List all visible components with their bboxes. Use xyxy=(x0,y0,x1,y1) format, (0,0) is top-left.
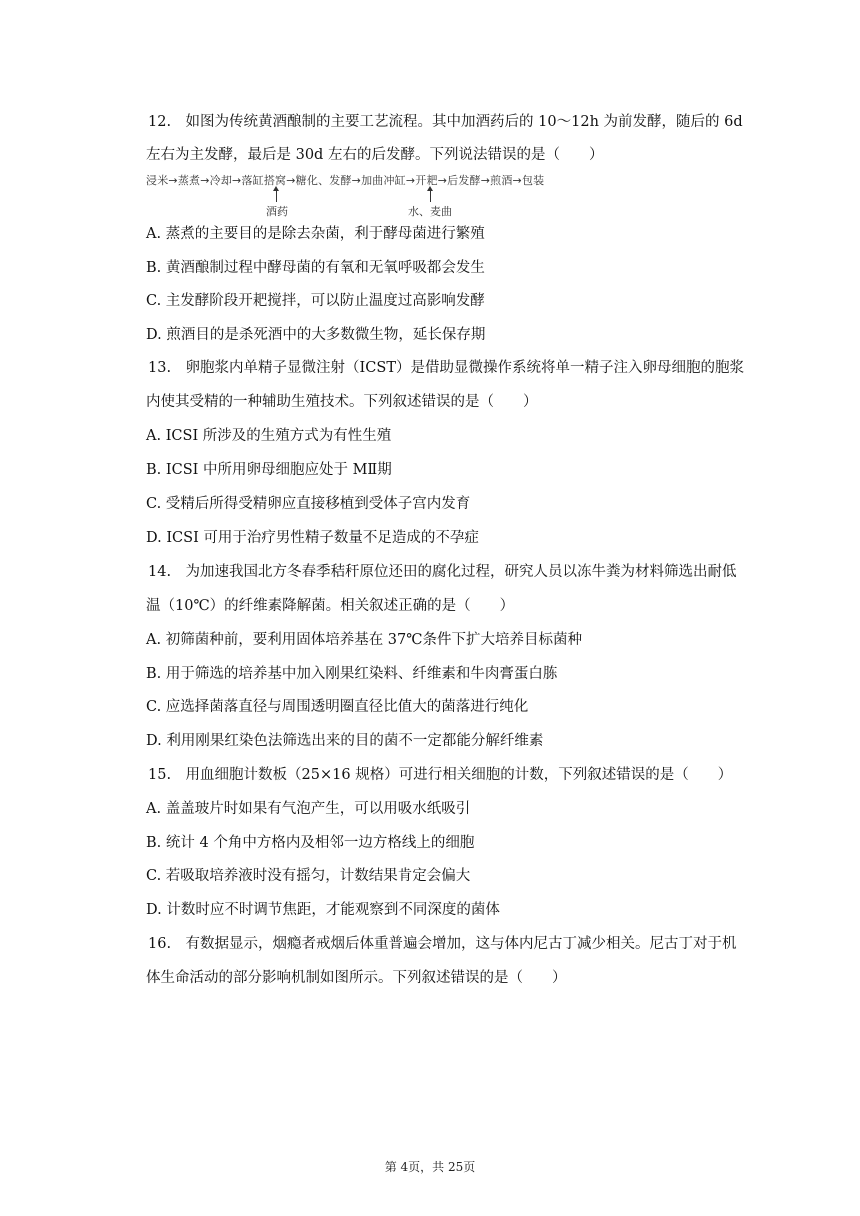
q14-option-a: A. 初筛菌种前，要利用固体培养基在 37℃条件下扩大培养目标菌种 xyxy=(146,632,582,648)
q12-process-flow: 浸米→蒸煮→冷却→落缸搭窝→糖化、发酵→加曲冲缸→开耙→后发酵→煎酒→包装 xyxy=(146,174,545,187)
q15-option-c: C. 若吸取培养液时没有摇匀，计数结果肯定会偏大 xyxy=(146,868,471,884)
q13-stem-line1: 13. 卵胞浆内单精子显微注射（ICST）是借助显微操作系统将单一精子注入卵母细胞的胞浆 xyxy=(148,360,744,376)
q12-input-label-2: 水、麦曲 xyxy=(408,205,452,218)
q14-stem-line2: 温（10℃）的纤维素降解菌。相关叙述正确的是（ ） xyxy=(146,598,515,614)
q12-option-b: B. 黄酒酿制过程中酵母菌的有氧和无氧呼吸都会发生 xyxy=(146,260,485,276)
q12-input-arrow-2 xyxy=(430,190,431,202)
page-footer: 第 4页，共 25页 xyxy=(384,1160,476,1174)
q14-option-c: C. 应选择菌落直径与周围透明圈直径比值大的菌落进行纯化 xyxy=(146,699,529,715)
q13-stem-line2: 内使其受精的一种辅助生殖技术。下列叙述错误的是（ ） xyxy=(146,394,538,410)
q15-option-d: D. 计数时应不时调节焦距，才能观察到不同深度的菌体 xyxy=(146,902,500,918)
q13-option-c: C. 受精后所得受精卵应直接移植到受体子宫内发育 xyxy=(146,496,471,512)
q13-option-a: A. ICSI 所涉及的生殖方式为有性生殖 xyxy=(146,428,392,444)
q12-stem-line2: 左右为主发酵，最后是 30d 左右的后发酵。下列说法错误的是（ ） xyxy=(146,147,604,163)
q14-stem-line1: 14. 为加速我国北方冬春季秸秆原位还田的腐化过程，研究人员以冻牛粪为材料筛选出耐低 xyxy=(148,564,737,580)
q12-process-diagram xyxy=(146,172,646,216)
q12-option-d: D. 煎酒目的是杀死酒中的大多数微生物，延长保存期 xyxy=(146,327,486,343)
q13-option-d: D. ICSI 可用于治疗男性精子数量不足造成的不孕症 xyxy=(146,530,479,546)
q16-stem-line1: 16. 有数据显示，烟瘾者戒烟后体重普遍会增加，这与体内尼古丁减少相关。尼古丁对于机 xyxy=(148,936,737,952)
q12-input-label-1: 酒药 xyxy=(266,205,288,218)
q12-option-a: A. 蒸煮的主要目的是除去杂菌，利于酵母菌进行繁殖 xyxy=(146,226,485,242)
q14-option-b: B. 用于筛选的培养基中加入刚果红染料、纤维素和牛肉膏蛋白胨 xyxy=(146,666,558,682)
q14-option-d: D. 利用刚果红染色法筛选出来的目的菌不一定都能分解纤维素 xyxy=(146,733,544,749)
q15-option-a: A. 盖盖玻片时如果有气泡产生，可以用吸水纸吸引 xyxy=(146,801,471,817)
q12-stem-line1: 12. 如图为传统黄酒酿制的主要工艺流程。其中加酒药后的 10～12h 为前发酵，随后的 6d xyxy=(148,114,743,130)
q12-option-c: C. 主发酵阶段开耙搅拌，可以防止温度过高影响发酵 xyxy=(146,293,485,309)
q13-option-b: B. ICSI 中所用卵母细胞应处于 MⅡ期 xyxy=(146,462,392,478)
q16-stem-line2: 体生命活动的部分影响机制如图所示。下列叙述错误的是（ ） xyxy=(146,970,567,986)
q15-option-b: B. 统计 4 个角中方格内及相邻一边方格线上的细胞 xyxy=(146,835,475,851)
q15-stem-line1: 15. 用血细胞计数板（25×16 规格）可进行相关细胞的计数，下列叙述错误的是（ ） xyxy=(148,767,733,783)
q12-input-arrow-1 xyxy=(276,190,277,202)
